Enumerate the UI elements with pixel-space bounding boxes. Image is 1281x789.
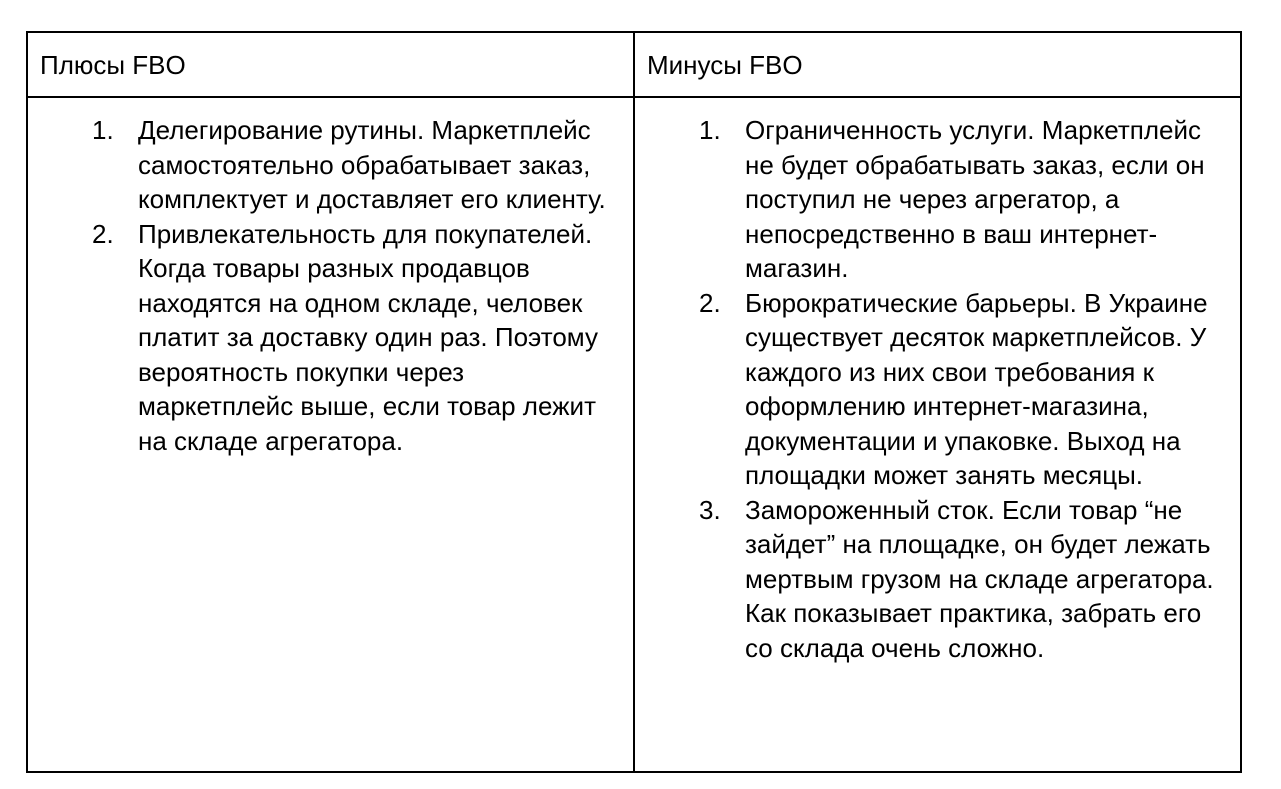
list-item <box>635 113 1230 286</box>
list-item <box>28 113 623 217</box>
list-item-number: 3. <box>699 494 721 525</box>
table-header-row <box>28 33 1240 97</box>
list-item-text: Делегирование рутины. Маркетплейс самостоятельно обрабатывает заказ, комплектует и доставляет его клиенту. <box>138 115 606 214</box>
list-item-number: 1. <box>92 115 114 145</box>
list-item-number: 2. <box>92 218 114 249</box>
list-item <box>28 217 623 459</box>
pros-cell <box>28 97 634 771</box>
cons-list <box>635 113 1230 665</box>
comparison-table <box>26 31 1242 773</box>
list-item-number: 1. <box>699 115 721 145</box>
list-item-text: Бюрократические барьеры. В Украине существует десяток маркетплейсов. У каждого из них свои требования к оформлению интернет-магазина, документации и упаковке. Выход на площадки может занять месяцы. <box>745 287 1208 490</box>
table-body-row <box>28 97 1240 771</box>
list-item <box>635 493 1230 666</box>
fbo-pros-cons-table <box>28 33 1240 771</box>
pros-list <box>28 113 623 458</box>
cons-header: Минусы FBO <box>634 33 1240 97</box>
list-item-text: Ограниченность услуги. Маркетплейс не будет обрабатывать заказ, если он поступил не через агрегатор, а непосредственно в ваш интернет-магазин. <box>745 115 1205 283</box>
list-item <box>635 286 1230 493</box>
cons-cell <box>634 97 1240 771</box>
list-item-text: Замороженный сток. Если товар “не зайдет” на площадке, он будет лежать мертвым грузом на складе агрегатора. Как показывает практика, забрать его со склада очень сложно. <box>745 494 1214 663</box>
pros-header: Плюсы FBO <box>28 33 634 97</box>
list-item-number: 2. <box>699 287 721 318</box>
list-item-text: Привлекательность для покупателей. Когда товары разных продавцов находятся на одном складе, человек платит за доставку один раз. Поэтому вероятность покупки через маркетплейс выше, если товар лежит на складе агрегатора. <box>138 218 598 456</box>
